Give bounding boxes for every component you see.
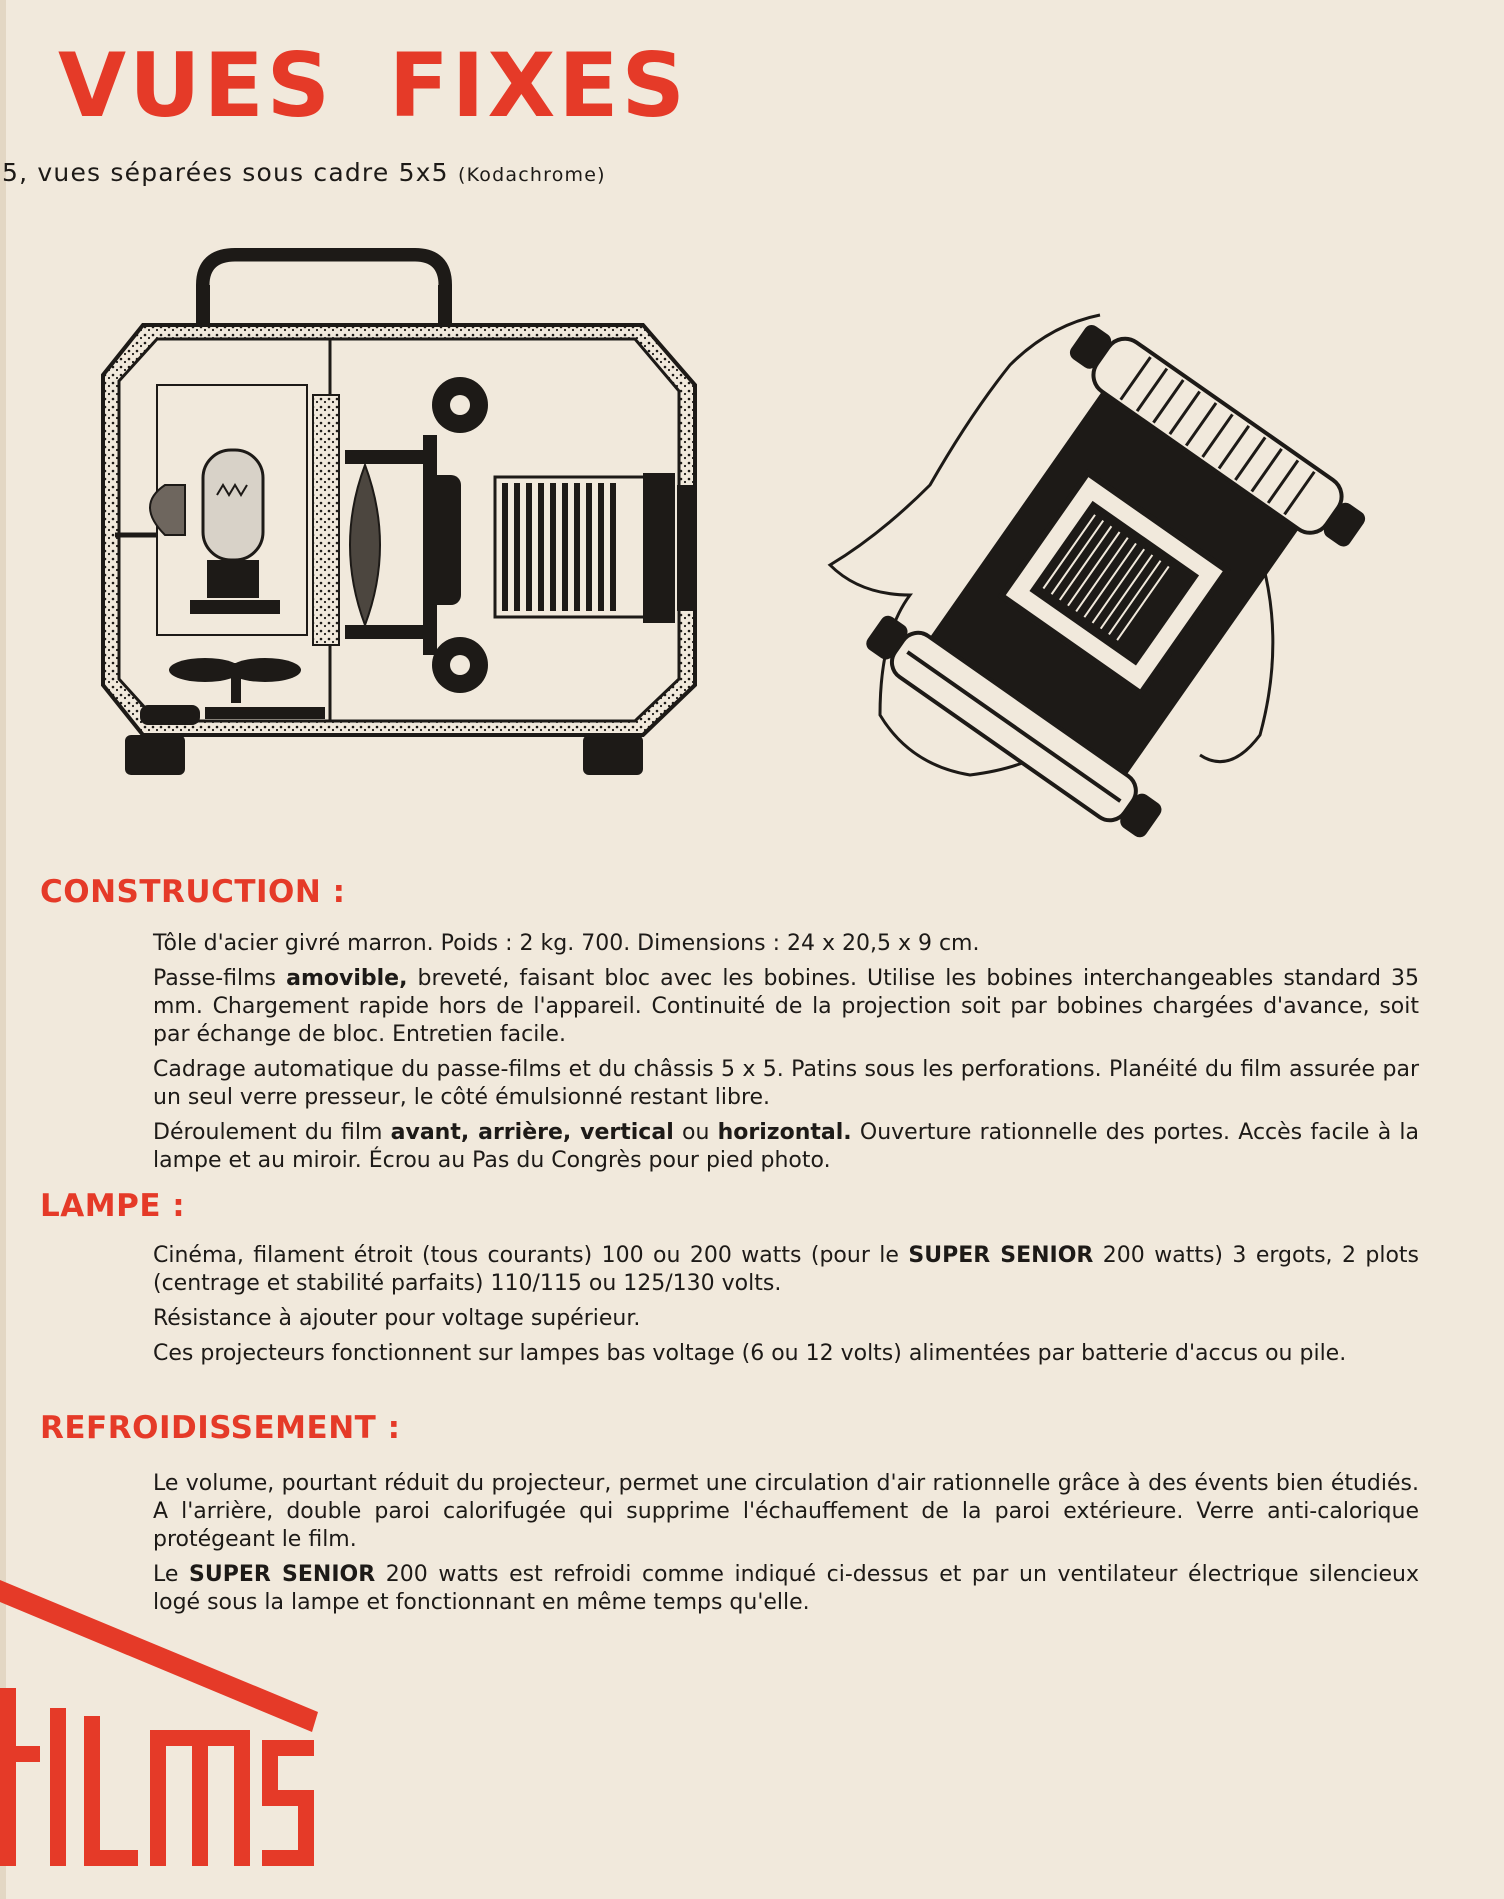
refroidissement-p2: Le SUPER SENIOR 200 watts est refroidi comme indiqué ci-dessus et par un ventilateur électrique silencieux logé sous la lampe et fonctionnant en même temps qu'elle.	[153, 1562, 1420, 1615]
films-logo	[0, 1580, 330, 1880]
refroidissement-p1: Le volume, pourtant réduit du projecteur, permet une circulation d'air rationnelle grâce à des évents bien étudiés. A l'arrière, double paroi calorifugée qui supprime l'échauffement de la paroi extérieure. Verre anti-calorique protégeant le film.	[153, 1471, 1419, 1552]
subtitle-main: 5, vues séparées sous cadre 5x5	[2, 158, 449, 187]
lampe-p3: Ces projecteurs fonctionnent sur lampes bas voltage (6 ou 12 volts) alimentées par batterie d'accus ou pile.	[153, 1341, 1347, 1366]
construction-p4: Déroulement du film avant, arrière, vertical ou horizontal. Ouverture rationnelle des portes. Accès facile à la lampe et au miroir. Écrou au Pas du Congrès pour pied photo.	[153, 1120, 1419, 1173]
page-subtitle	[2, 158, 606, 187]
lampe-p2: Résistance à ajouter pour voltage supérieur.	[153, 1306, 641, 1331]
refroidissement-body	[153, 1470, 1419, 1624]
construction-p2: Passe-films amovible, breveté, faisant bloc avec les bobines. Utilise les bobines interchangeables standard 35 mm. Chargement rapide hors de l'appareil. Continuité de la projection soit par bobines chargées d'avance, soit par échange de bloc. Entretien facile.	[153, 966, 1420, 1047]
subtitle-note: (Kodachrome)	[457, 164, 606, 186]
page-title: VUES FIXES	[58, 34, 688, 137]
projector-cutaway-icon	[95, 245, 735, 805]
construction-p3: Cadrage automatique du passe-films et du châssis 5 x 5. Patins sous les perforations. Planéité du film assurée par un seul verre presseur, le côté émulsionné restant libre.	[153, 1057, 1419, 1110]
construction-p1: Tôle d'acier givré marron. Poids : 2 kg. 700. Dimensions : 24 x 20,5 x 9 cm.	[153, 931, 980, 956]
refroidissement-heading: REFROIDISSEMENT :	[40, 1410, 401, 1446]
lampe-body	[153, 1242, 1419, 1375]
hand-holding-film-gate-icon	[820, 295, 1420, 855]
construction-heading: CONSTRUCTION :	[40, 874, 346, 910]
lampe-heading: LAMPE :	[40, 1188, 186, 1224]
lampe-p1: Cinéma, filament étroit (tous courants) 100 ou 200 watts (pour le SUPER SENIOR 200 watts) 3 ergots, 2 plots (centrage et stabilité parfaits) 110/115 ou 125/130 volts.	[153, 1243, 1419, 1296]
construction-body	[153, 930, 1419, 1182]
